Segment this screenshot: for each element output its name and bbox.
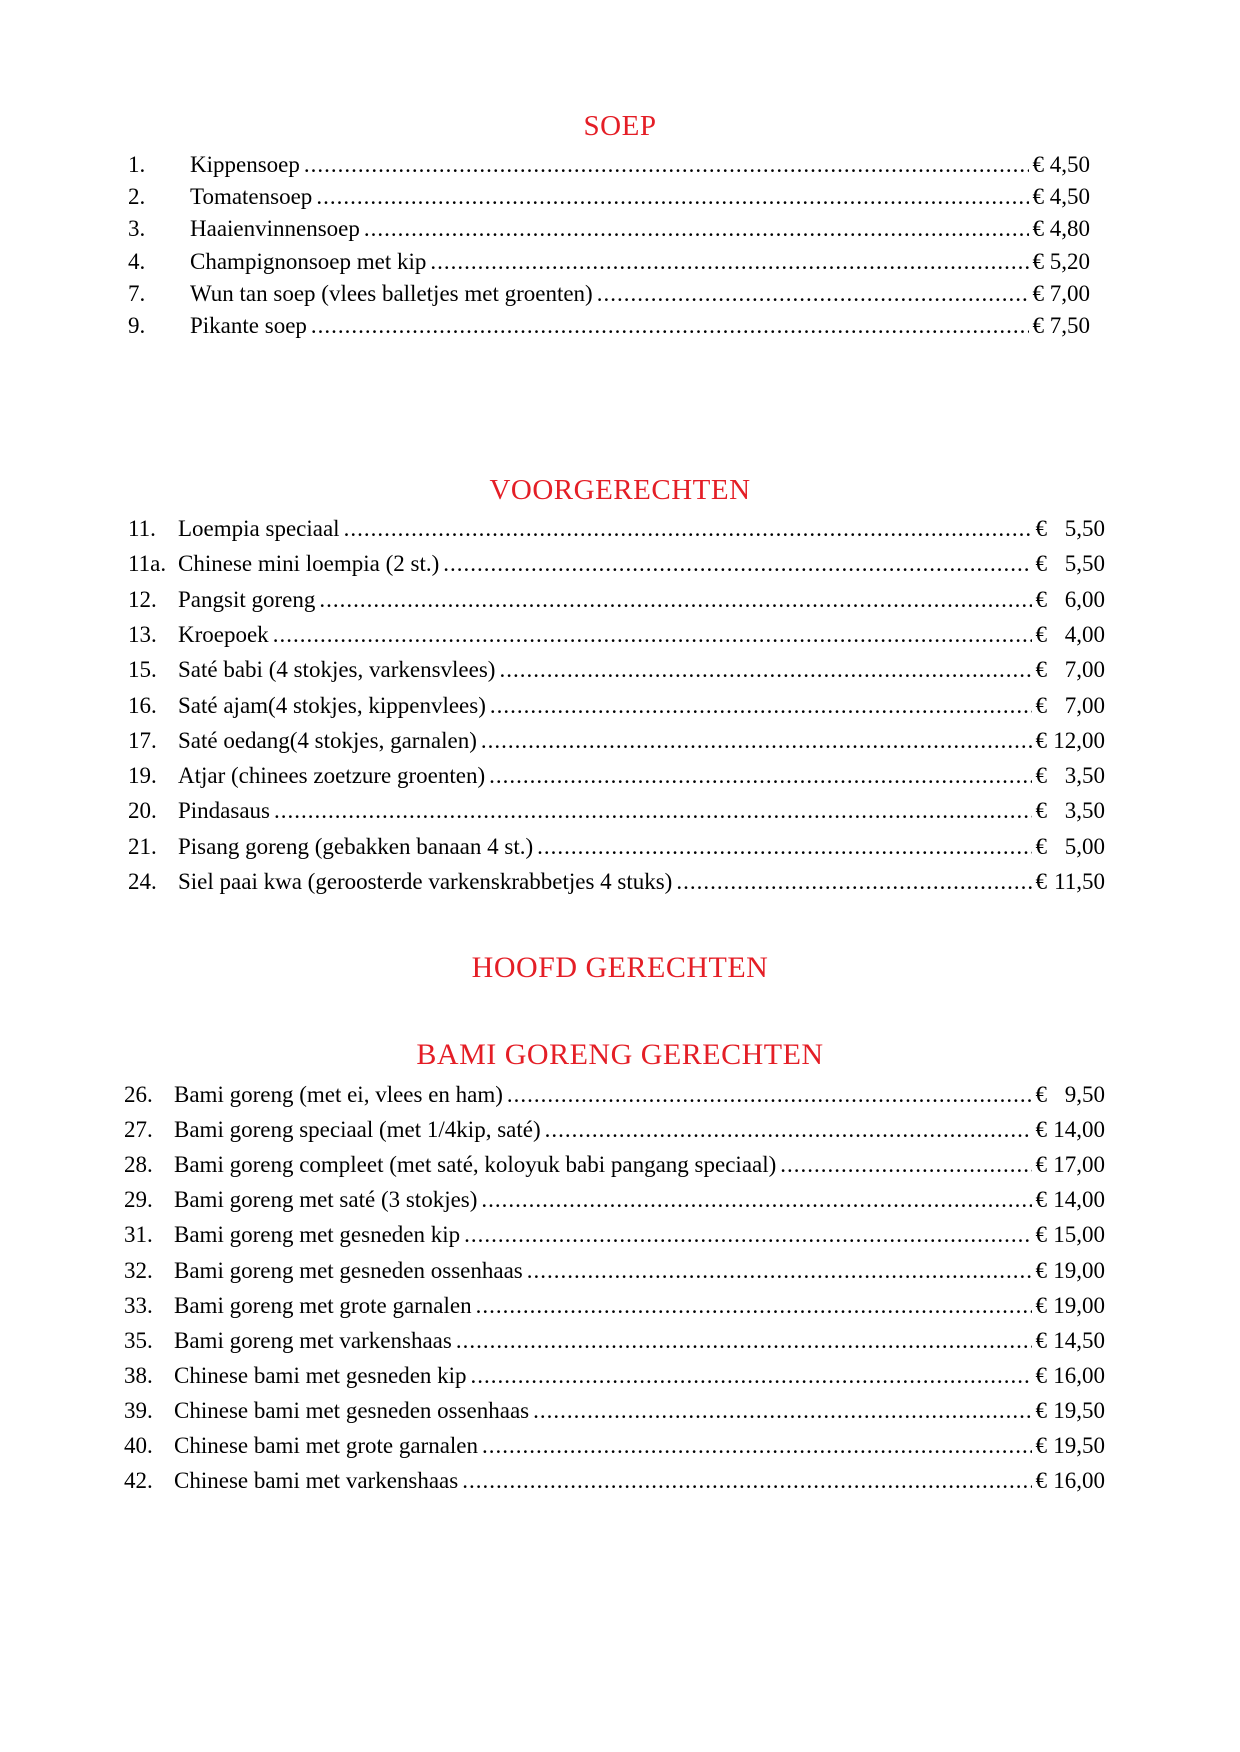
menu-item-name: Kroepoek (178, 621, 269, 647)
menu-item (128, 311, 1090, 341)
menu-item-price: 19,50 (1053, 1433, 1105, 1458)
menu-item-price: 4,50 (1049, 152, 1090, 177)
menu-item-number: 24. (128, 869, 157, 894)
menu-item-name: Bami goreng met saté (3 stokjes) (174, 1187, 478, 1213)
menu-item-name: Chinese bami met varkenshaas (174, 1468, 459, 1494)
menu-item-number: 33. (124, 1292, 153, 1318)
menu-item (128, 761, 1105, 791)
menu-item-number: 1. (128, 152, 146, 177)
menu-item-price: 3,50 (1064, 798, 1105, 824)
menu-item-number: 20. (128, 798, 157, 824)
menu-item (128, 655, 1105, 685)
menu-item-price: 12,00 (1053, 727, 1105, 753)
menu-item (128, 279, 1090, 309)
menu-item (128, 247, 1090, 277)
dot-leader (676, 867, 1031, 897)
currency-symbol: € (1035, 1082, 1047, 1107)
menu-item-name: Loempia speciaal (178, 516, 340, 541)
dot-leader (545, 1115, 1032, 1145)
menu-item-number: 29. (124, 1187, 153, 1213)
menu-item-name: Pikante soep (190, 313, 307, 338)
currency-symbol: € (1035, 1292, 1047, 1318)
menu-item (128, 214, 1090, 244)
dot-leader (462, 1466, 1031, 1496)
dot-leader (274, 796, 1032, 826)
currency-symbol: € (1032, 152, 1044, 177)
menu-item-price: 5,50 (1064, 551, 1105, 577)
menu-item-name: Saté oedang(4 stokjes, garnalen) (178, 727, 477, 753)
menu-item-price: 9,50 (1064, 1082, 1105, 1107)
menu-item-number: 9. (128, 313, 146, 338)
menu-item-number: 35. (124, 1327, 153, 1353)
menu-item-price: 4,00 (1064, 621, 1105, 647)
dot-leader (499, 655, 1031, 685)
dot-leader (507, 1080, 1032, 1110)
menu-item-number: 11. (128, 516, 156, 541)
menu-item-number: 16. (128, 692, 157, 718)
currency-symbol: € (1032, 248, 1044, 274)
menu-item-price: 7,00 (1064, 692, 1105, 718)
menu-item (128, 182, 1090, 212)
dot-leader (490, 691, 1032, 721)
currency-symbol: € (1035, 657, 1047, 683)
dot-leader (430, 247, 1028, 277)
dot-leader (304, 150, 1029, 180)
menu-item-price: 7,00 (1064, 657, 1105, 683)
menu-item-number: 19. (128, 763, 157, 789)
currency-symbol: € (1035, 1222, 1047, 1248)
menu-item-number: 15. (128, 657, 157, 683)
menu-item-number: 27. (124, 1117, 153, 1143)
menu-item-number: 21. (128, 833, 157, 859)
menu-item-price: 16,00 (1053, 1362, 1105, 1388)
menu-item-price: 16,00 (1053, 1468, 1105, 1494)
dot-leader (464, 1220, 1031, 1250)
menu-item-name: Champignonsoep met kip (190, 248, 427, 274)
currency-symbol: € (1035, 1397, 1047, 1423)
menu-item-price: 6,00 (1064, 586, 1105, 612)
dot-leader (456, 1326, 1032, 1356)
menu-item (124, 1080, 1105, 1110)
menu-item-number: 26. (124, 1082, 153, 1107)
menu-item-number: 28. (124, 1152, 153, 1178)
currency-symbol: € (1035, 1327, 1047, 1353)
menu-item-name: Chinese bami met gesneden kip (174, 1362, 467, 1388)
menu-item-name: Bami goreng (met ei, vlees en ham) (174, 1082, 503, 1107)
menu-item (128, 585, 1105, 615)
menu-item-name: Haaienvinnensoep (190, 216, 360, 242)
menu-item-price: 14,50 (1053, 1327, 1105, 1353)
currency-symbol: € (1035, 1187, 1047, 1213)
menu-item (124, 1185, 1105, 1215)
menu-item-price: 3,50 (1064, 763, 1105, 789)
menu-item (128, 726, 1105, 756)
menu-item-name: Kippensoep (190, 152, 300, 177)
dot-leader (311, 311, 1029, 341)
dot-leader (443, 549, 1031, 579)
dot-leader (481, 726, 1032, 756)
currency-symbol: € (1035, 1117, 1047, 1143)
menu-item-name: Pangsit goreng (178, 586, 316, 612)
menu-item (124, 1220, 1105, 1250)
menu-item-price: 11,50 (1054, 869, 1105, 894)
menu-item-number: 11a. (128, 551, 167, 577)
currency-symbol: € (1032, 313, 1044, 338)
menu-item-number: 4. (128, 248, 146, 274)
menu-item (124, 1361, 1105, 1391)
menu-item-name: Chinese bami met grote garnalen (174, 1433, 479, 1458)
menu-item-number: 31. (124, 1222, 153, 1248)
menu-item (128, 867, 1105, 897)
menu-item-price: 5,20 (1049, 248, 1090, 274)
currency-symbol: € (1035, 551, 1047, 577)
currency-symbol: € (1035, 1152, 1047, 1178)
section-title-soep: SOEP (583, 110, 657, 142)
currency-symbol: € (1035, 1362, 1047, 1388)
menu-item-name: Bami goreng met gesneden kip (174, 1222, 461, 1248)
dot-leader (344, 514, 1032, 544)
dot-leader (476, 1291, 1032, 1321)
menu-item-price: 14,00 (1053, 1187, 1105, 1213)
dot-leader (489, 761, 1031, 791)
menu-item (124, 1291, 1105, 1321)
menu-item-name: Bami goreng speciaal (met 1/4kip, saté) (174, 1117, 541, 1143)
menu-item-name: Pindasaus (178, 798, 270, 824)
menu-item-name: Bami goreng met varkenshaas (174, 1327, 452, 1353)
dot-leader (471, 1361, 1032, 1391)
menu-item-number: 42. (124, 1468, 153, 1494)
menu-item-price: 19,50 (1053, 1397, 1105, 1423)
section-title-voorgerechten: VOORGERECHTEN (489, 474, 751, 506)
dot-leader (533, 1396, 1031, 1426)
menu-item-price: 19,00 (1053, 1257, 1105, 1283)
menu-item-name: Bami goreng met gesneden ossenhaas (174, 1257, 523, 1283)
dot-leader (364, 214, 1029, 244)
section-title-hoofd-gerechten: HOOFD GERECHTEN (471, 951, 769, 984)
currency-symbol: € (1035, 1433, 1047, 1458)
menu-item-price: 5,50 (1064, 516, 1105, 541)
menu-item-number: 32. (124, 1257, 153, 1283)
currency-symbol: € (1035, 586, 1047, 612)
menu-item-name: Siel paai kwa (geroosterde varkenskrabbetjes 4 stuks) (178, 869, 673, 894)
menu-item-number: 12. (128, 586, 157, 612)
menu-item-number: 38. (124, 1362, 153, 1388)
menu-item-name: Saté ajam(4 stokjes, kippenvlees) (178, 692, 486, 718)
currency-symbol: € (1032, 216, 1044, 242)
menu-item (124, 1256, 1105, 1286)
currency-symbol: € (1035, 516, 1047, 541)
menu-item-price: 19,00 (1053, 1292, 1105, 1318)
currency-symbol: € (1032, 184, 1044, 210)
dot-leader (319, 585, 1031, 615)
menu-item-price: 14,00 (1053, 1117, 1105, 1143)
menu-item-number: 2. (128, 184, 146, 210)
menu-item-number: 39. (124, 1397, 153, 1423)
currency-symbol: € (1035, 833, 1047, 859)
menu-item-name: Pisang goreng (gebakken banaan 4 st.) (178, 833, 534, 859)
menu-item (128, 514, 1105, 544)
currency-symbol: € (1035, 798, 1047, 824)
menu-item-number: 40. (124, 1433, 153, 1458)
currency-symbol: € (1032, 280, 1044, 306)
menu-item (124, 1326, 1105, 1356)
dot-leader (527, 1256, 1032, 1286)
menu-item-price: 4,80 (1049, 216, 1090, 242)
menu-item-name: Bami goreng met grote garnalen (174, 1292, 472, 1318)
menu-item (124, 1150, 1105, 1180)
currency-symbol: € (1035, 1468, 1047, 1494)
dot-leader (273, 620, 1032, 650)
menu-item-name: Saté babi (4 stokjes, varkensvlees) (178, 657, 496, 683)
menu-item (124, 1115, 1105, 1145)
currency-symbol: € (1035, 1257, 1047, 1283)
dot-leader (482, 1431, 1031, 1461)
dot-leader (597, 279, 1029, 309)
menu-item (128, 150, 1090, 180)
menu-item-price: 5,00 (1064, 833, 1105, 859)
currency-symbol: € (1035, 727, 1047, 753)
menu-item (124, 1431, 1105, 1461)
menu-item (128, 620, 1105, 650)
currency-symbol: € (1035, 869, 1047, 894)
section-title-bami-goreng-gerechten: BAMI GORENG GERECHTEN (416, 1038, 824, 1071)
menu-item-number: 3. (128, 216, 146, 242)
dot-leader (316, 182, 1028, 212)
menu-item (128, 691, 1105, 721)
menu-item (128, 796, 1105, 826)
currency-symbol: € (1035, 692, 1047, 718)
menu-item (128, 549, 1105, 579)
menu-item-name: Wun tan soep (vlees balletjes met groenten) (190, 280, 593, 306)
menu-item-price: 4,50 (1049, 184, 1090, 210)
dot-leader (481, 1185, 1031, 1215)
menu-item-name: Chinese mini loempia (2 st.) (178, 551, 440, 577)
menu-item-price: 7,00 (1049, 280, 1090, 306)
menu-item-number: 13. (128, 621, 157, 647)
menu-item-name: Bami goreng compleet (met saté, koloyuk babi pangang speciaal) (174, 1152, 777, 1178)
menu-item-number: 7. (128, 280, 146, 306)
menu-item-price: 17,00 (1053, 1152, 1105, 1178)
menu-item-name: Atjar (chinees zoetzure groenten) (178, 763, 486, 789)
menu-item (128, 832, 1105, 862)
menu-item-number: 17. (128, 727, 157, 753)
dot-leader (780, 1150, 1031, 1180)
menu-item-name: Chinese bami met gesneden ossenhaas (174, 1397, 530, 1423)
menu-item-name: Tomatensoep (190, 184, 313, 210)
menu-item (124, 1396, 1105, 1426)
currency-symbol: € (1035, 763, 1047, 789)
menu-item (124, 1466, 1105, 1496)
menu-item-price: 7,50 (1049, 313, 1090, 338)
menu-item-price: 15,00 (1053, 1222, 1105, 1248)
currency-symbol: € (1035, 621, 1047, 647)
dot-leader (537, 832, 1031, 862)
